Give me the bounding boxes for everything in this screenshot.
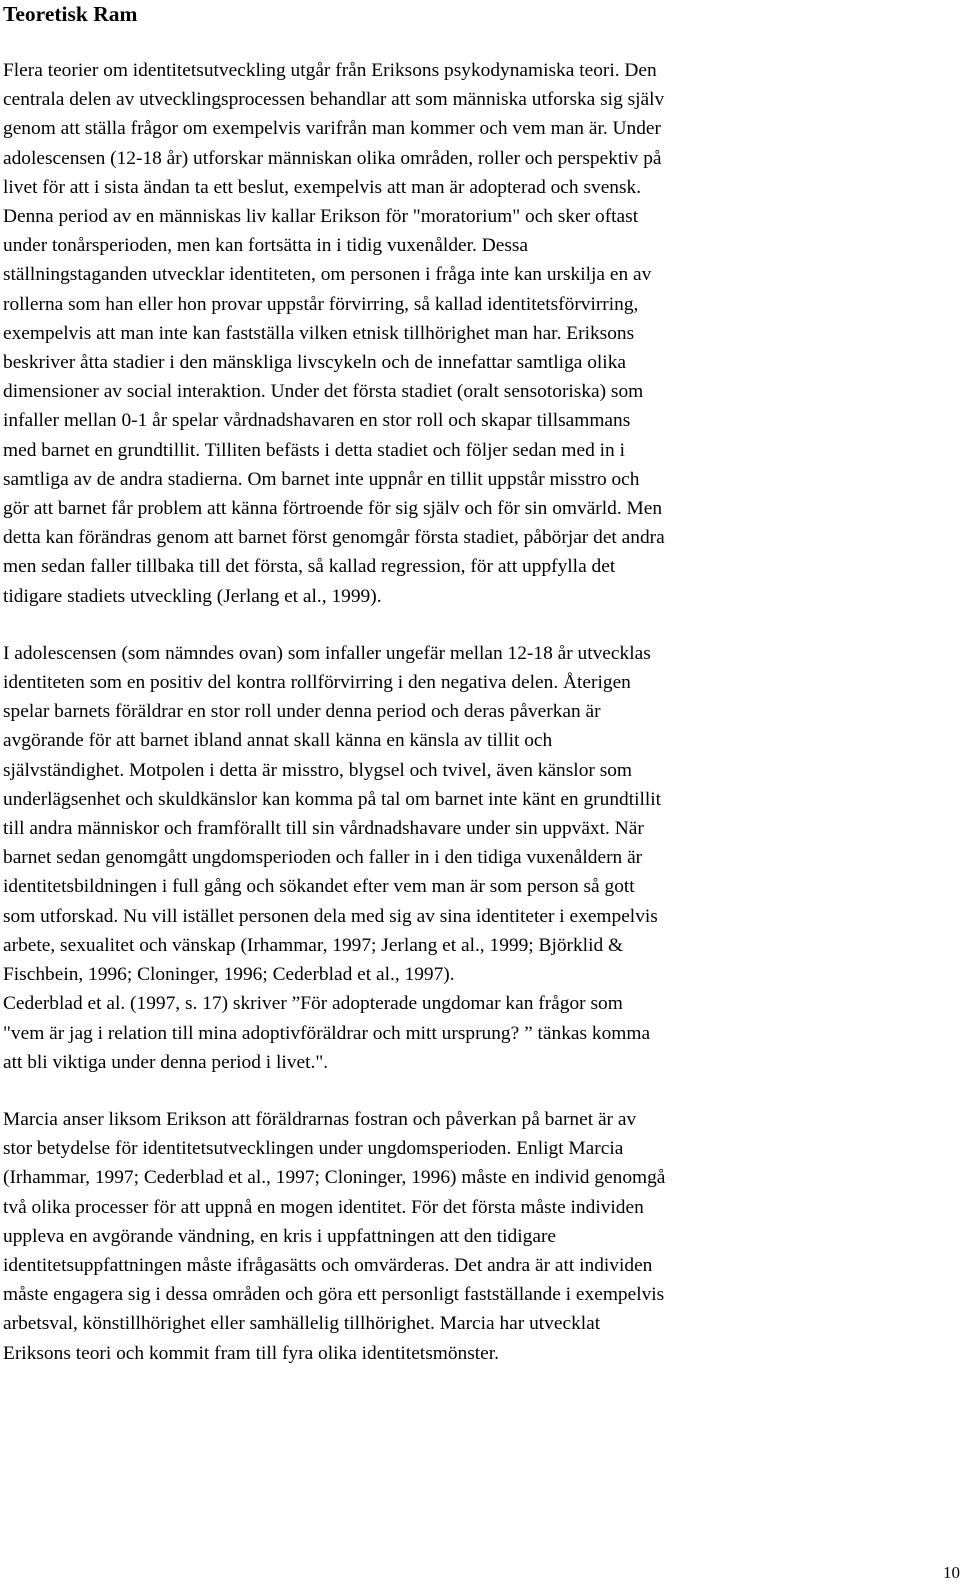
text-line: avgörande för att barnet ibland annat skall känna en känsla av tillit och: [3, 730, 553, 752]
text-line: som utforskad. Nu vill istället personen dela med sig av sina identiteter i exempelvis: [3, 905, 658, 927]
text-line: Marcia anser liksom Erikson att föräldrarnas fostran och påverkan på barnet är av: [3, 1108, 637, 1130]
section-heading: Teoretisk Ram: [3, 2, 138, 26]
text-line: arbete, sexualitet och vänskap (Irhammar, 1997; Jerlang et al., 1999; Björklid &: [3, 934, 624, 956]
text-line: (Irhammar, 1997; Cederblad et al., 1997; Cloninger, 1996) måste en individ genomgå: [3, 1167, 666, 1189]
text-line: "vem är jag i relation till mina adoptivföräldrar och mitt ursprung? ” tänkas komma: [3, 1022, 651, 1044]
text-line: centrala delen av utvecklingsprocessen behandlar att som människa utforska sig själv: [3, 89, 665, 111]
text-line: identiteten som en positiv del kontra rollförvirring i den negativa delen. Återigen: [3, 672, 631, 694]
text-line: identitetsbildningen i full gång och sökandet efter vem man är som person så gott: [3, 876, 635, 898]
text-line: Denna period av en människas liv kallar Erikson för "moratorium" och sker oftast: [3, 206, 639, 228]
text-line: uppleva en avgörande vändning, en kris i uppfattningen att den tidigare: [3, 1225, 557, 1247]
text-line: rollerna som han eller hon provar uppstår förvirring, så kallad identitetsförvirring,: [3, 293, 639, 315]
text-line: stor betydelse för identitetsutvecklingen under ungdomsperioden. Enligt Marcia: [3, 1138, 624, 1160]
text-line: men sedan faller tillbaka till det första, så kallad regression, för att uppfylla det: [3, 556, 616, 578]
text-line: Cederblad et al. (1997, s. 17) skriver ”För adopterade ungdomar kan frågor som: [3, 993, 623, 1015]
text-line: Flera teorier om identitetsutveckling utgår från Eriksons psykodynamiska teori. Den: [3, 60, 657, 81]
text-line: Eriksons teori och kommit fram till fyra olika identitetsmönster.: [3, 1342, 499, 1364]
text-line: beskriver åtta stadier i den mänskliga livscykeln och de innefattar samtliga olika: [3, 352, 626, 374]
text-line: Fischbein, 1996; Cloninger, 1996; Cederblad et al., 1997).: [3, 964, 455, 986]
text-line: barnet sedan genomgått ungdomsperioden och faller in i den tidiga vuxenåldern är: [3, 847, 643, 869]
text-line: med barnet en grundtillit. Tilliten befästs i detta stadiet och följer sedan med in i: [3, 439, 625, 461]
document-page: [3, 0, 903, 1368]
text-line: att bli viktiga under denna period i livet.".: [3, 1051, 329, 1073]
text-line: under tonårsperioden, men kan fortsätta in i tidig vuxenålder. Dessa: [3, 235, 529, 257]
text-line: två olika processer för att uppnå en mogen identitet. För det första måste individen: [3, 1196, 644, 1218]
text-line: genom att ställa frågor om exempelvis varifrån man kommer och vem man är. Under: [3, 118, 661, 140]
paragraph-1: [3, 56, 903, 611]
paragraph-2: [3, 639, 903, 1077]
text-line: exempelvis att man inte kan fastställa vilken etnisk tillhörighet man har. Eriksons: [3, 322, 635, 344]
text-line: gör att barnet får problem att känna förtroende för sig själv och för sin omvärld. Men: [3, 498, 663, 520]
paragraph-3: [3, 1105, 903, 1368]
page-number: 10: [943, 1563, 960, 1582]
text-line: livet för att i sista ändan ta ett beslut, exempelvis att man är adopterad och svensk.: [3, 176, 642, 198]
text-line: underlägsenhet och skuldkänslor kan komma på tal om barnet inte känt en grundtillit: [3, 788, 662, 810]
text-line: måste engagera sig i dessa områden och göra ett personligt fastställande i exempelvis: [3, 1284, 665, 1306]
text-line: till andra människor och framförallt till sin vårdnadshavare under sin uppväxt. När: [3, 818, 644, 840]
text-line: adolescensen (12-18 år) utforskar människan olika områden, roller och perspektiv på: [3, 147, 662, 169]
text-line: infaller mellan 0-1 år spelar vårdnadshavaren en stor roll och skapar tillsammans: [3, 410, 631, 432]
text-line: I adolescensen (som nämndes ovan) som infaller ungefär mellan 12-18 år utvecklas: [3, 642, 651, 664]
text-line: dimensioner av social interaktion. Under det första stadiet (oralt sensotoriska) som: [3, 381, 644, 403]
text-line: arbetsval, könstillhörighet eller samhällelig tillhörighet. Marcia har utvecklat: [3, 1313, 601, 1335]
text-line: samtliga av de andra stadierna. Om barnet inte uppnår en tillit uppstår misstro och: [3, 468, 640, 490]
text-line: självständighet. Motpolen i detta är misstro, blygsel och tvivel, även känslor som: [3, 759, 633, 781]
text-line: tidigare stadiets utveckling (Jerlang et al., 1999).: [3, 585, 382, 607]
text-line: identitetsuppfattningen måste ifrågasätts och omvärderas. Det andra är att individen: [3, 1254, 653, 1276]
text-line: detta kan förändras genom att barnet först genomgår första stadiet, påbörjar det andra: [3, 527, 665, 549]
text-line: spelar barnets föräldrar en stor roll under denna period och deras påverkan är: [3, 701, 601, 723]
text-line: ställningstaganden utvecklar identiteten, om personen i fråga inte kan urskilja en av: [3, 264, 652, 286]
